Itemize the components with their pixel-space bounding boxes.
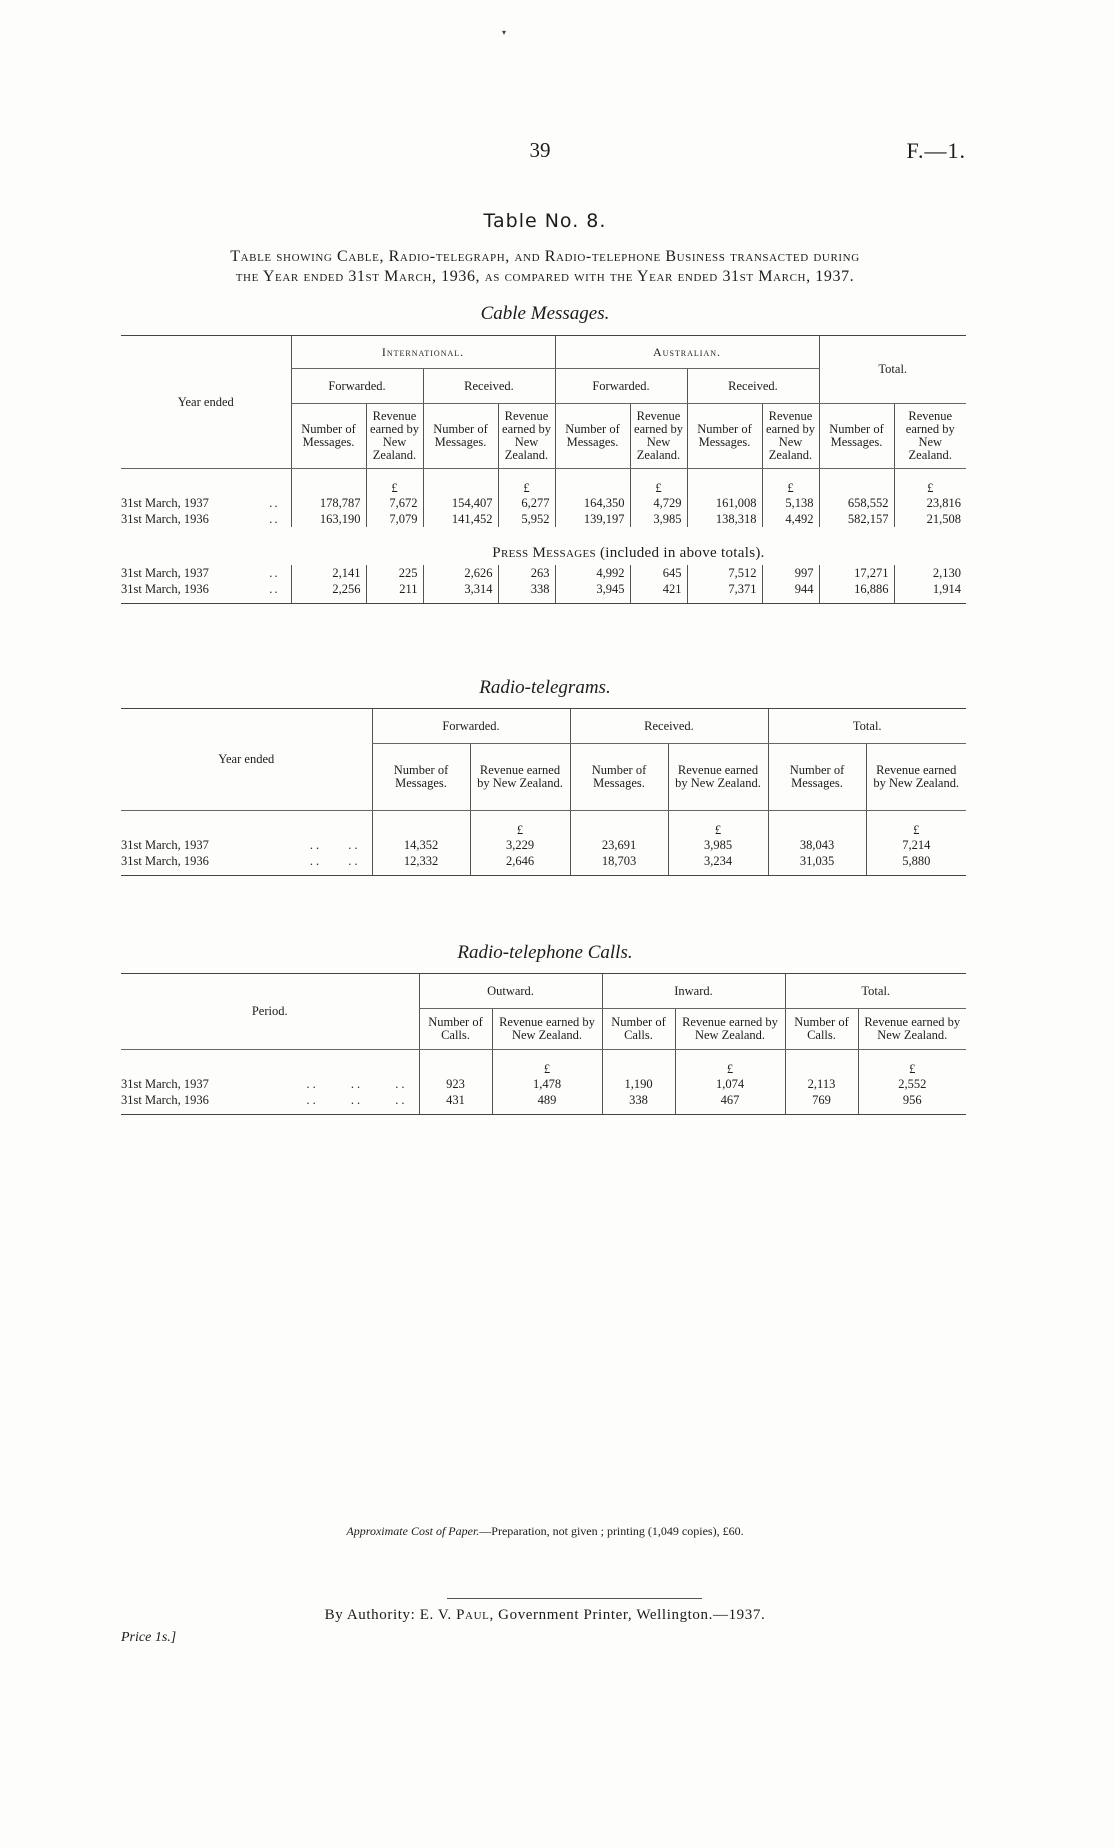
col-revenue: Revenue earned by New Zealand. — [762, 404, 819, 469]
pound-sign: £ — [492, 1050, 602, 1077]
printer-authority: By Authority: E. V. Paul, Government Printer, Wellington.—1937. — [324, 1607, 766, 1623]
cell: 211 — [366, 581, 423, 604]
table-title: Table No. 8. — [483, 210, 607, 232]
col-revenue: Revenue earned by New Zealand. — [498, 404, 555, 469]
radiotelephone-section-title: Radio-telephone Calls. — [457, 942, 633, 963]
cell: 38,043 — [768, 837, 866, 853]
radiotelephone-table — [121, 973, 966, 1115]
col-number-of-messages: Number of Messages. — [372, 744, 470, 811]
col-revenue: Revenue earned by New Zealand. — [675, 1009, 785, 1050]
cell: 2,130 — [894, 565, 966, 581]
cell: 7,512 — [687, 565, 762, 581]
table-row — [121, 495, 966, 511]
radiotelegrams-section-title: Radio-telegrams. — [479, 677, 611, 698]
cable-messages-table — [121, 335, 966, 604]
col-forwarded: Forwarded. — [372, 709, 570, 744]
col-number-of-calls: Number of Calls. — [419, 1009, 492, 1050]
cell: 431 — [419, 1092, 492, 1115]
row-label: 31st March, 1937 .. .. — [121, 838, 361, 852]
cell: 5,880 — [866, 853, 966, 876]
cell: 161,008 — [687, 495, 762, 511]
table-row — [121, 511, 966, 527]
cable-section-title: Cable Messages. — [480, 303, 610, 324]
cell: 582,157 — [819, 511, 894, 527]
col-number-of-messages: Number of Messages. — [555, 404, 630, 469]
pound-sign: £ — [762, 469, 819, 496]
table-row — [121, 1092, 966, 1115]
cell: 997 — [762, 565, 819, 581]
price: Price 1s.] — [121, 1630, 177, 1645]
row-label: 31st March, 1936 .. — [121, 581, 291, 604]
cell: 23,816 — [894, 495, 966, 511]
cell: 3,985 — [668, 837, 768, 853]
col-number-of-calls: Number of Calls. — [602, 1009, 675, 1050]
cell: 7,371 — [687, 581, 762, 604]
cell: 6,277 — [498, 495, 555, 511]
cell: 154,407 — [423, 495, 498, 511]
cell: 645 — [630, 565, 687, 581]
row-label: 31st March, 1937 .. — [121, 496, 280, 510]
col-number-of-messages: Number of Messages. — [687, 404, 762, 469]
press-messages-label: Press Messages (included in above totals). — [492, 545, 765, 561]
col-year-ended: Year ended — [121, 336, 291, 469]
col-number-of-calls: Number of Calls. — [785, 1009, 858, 1050]
col-revenue: Revenue earned by New Zealand. — [492, 1009, 602, 1050]
col-aus-forwarded: Forwarded. — [555, 369, 687, 404]
cell: 141,452 — [423, 511, 498, 527]
cell: 769 — [785, 1092, 858, 1115]
row-label: 31st March, 1937 .. .. .. — [121, 1077, 408, 1091]
pound-sign: £ — [866, 811, 966, 838]
pound-sign: £ — [470, 811, 570, 838]
col-period: Period. — [121, 974, 419, 1050]
col-revenue: Revenue earned by New Zealand. — [858, 1009, 966, 1050]
cell: 956 — [858, 1092, 966, 1115]
col-number-of-messages: Number of Messages. — [768, 744, 866, 811]
col-intl-forwarded: Forwarded. — [291, 369, 423, 404]
col-revenue: Revenue earned by New Zealand. — [894, 404, 966, 469]
pound-sign: £ — [858, 1050, 966, 1077]
col-international: International. — [291, 336, 555, 369]
footer-rule — [447, 1598, 702, 1599]
cell: 2,256 — [291, 581, 366, 604]
caption-line-1: Table showing Cable, Radio-telegraph, and Radio-telephone Business transacted during — [230, 248, 860, 265]
col-revenue: Revenue earned by New Zealand. — [866, 744, 966, 811]
cell: 467 — [675, 1092, 785, 1115]
cell: 7,214 — [866, 837, 966, 853]
cell: 14,352 — [372, 837, 470, 853]
col-year-ended: Year ended — [121, 709, 372, 811]
cell: 923 — [419, 1076, 492, 1092]
document-code: F.—1. — [906, 138, 966, 163]
pound-sign: £ — [366, 469, 423, 496]
cell: 2,626 — [423, 565, 498, 581]
row-label: 31st March, 1937 .. — [121, 566, 280, 580]
col-total: Total. — [819, 336, 966, 404]
cell: 4,729 — [630, 495, 687, 511]
cell: 16,886 — [819, 581, 894, 604]
cell: 2,113 — [785, 1076, 858, 1092]
cell: 3,314 — [423, 581, 498, 604]
cell: 138,318 — [687, 511, 762, 527]
cell: 164,350 — [555, 495, 630, 511]
cell: 7,079 — [366, 511, 423, 527]
row-label: 31st March, 1936 .. — [121, 512, 280, 526]
cell: 421 — [630, 581, 687, 604]
cell: 944 — [762, 581, 819, 604]
col-total: Total. — [768, 709, 966, 744]
cell: 139,197 — [555, 511, 630, 527]
col-outward: Outward. — [419, 974, 602, 1009]
col-intl-received: Received. — [423, 369, 555, 404]
col-received: Received. — [570, 709, 768, 744]
cell: 338 — [602, 1092, 675, 1115]
table-row — [121, 1076, 966, 1092]
cell: 1,914 — [894, 581, 966, 604]
row-label: 31st March, 1936 .. .. .. — [121, 1092, 419, 1115]
pound-sign: £ — [630, 469, 687, 496]
col-number-of-messages: Number of Messages. — [291, 404, 366, 469]
radiotelegrams-table — [121, 708, 966, 876]
cell: 4,492 — [762, 511, 819, 527]
pound-sign: £ — [894, 469, 966, 496]
pound-sign: £ — [668, 811, 768, 838]
pound-sign: £ — [498, 469, 555, 496]
cell: 2,646 — [470, 853, 570, 876]
cell: 1,478 — [492, 1076, 602, 1092]
cell: 31,035 — [768, 853, 866, 876]
col-australian: Australian. — [555, 336, 819, 369]
cell: 3,229 — [470, 837, 570, 853]
col-revenue: Revenue earned by New Zealand. — [630, 404, 687, 469]
cell: 3,945 — [555, 581, 630, 604]
cell: 225 — [366, 565, 423, 581]
page-number: 39 — [529, 138, 551, 162]
cell: 4,992 — [555, 565, 630, 581]
row-label: 31st March, 1936 .. .. — [121, 853, 372, 876]
cell: 21,508 — [894, 511, 966, 527]
col-number-of-messages: Number of Messages. — [423, 404, 498, 469]
cell: 3,985 — [630, 511, 687, 527]
cost-of-paper-note: Approximate Cost of Paper.—Preparation, not given ; printing (1,049 copies), £60. — [346, 1524, 744, 1538]
cell: 2,552 — [858, 1076, 966, 1092]
cell: 3,234 — [668, 853, 768, 876]
margin-mark: ▾ — [502, 28, 507, 37]
pound-sign: £ — [675, 1050, 785, 1077]
table-row — [121, 853, 966, 876]
table-row — [121, 837, 966, 853]
cell: 178,787 — [291, 495, 366, 511]
cell: 18,703 — [570, 853, 668, 876]
col-number-of-messages: Number of Messages. — [819, 404, 894, 469]
caption-line-2: the Year ended 31st March, 1936, as compared with the Year ended 31st March, 1937. — [235, 268, 855, 285]
cell: 5,138 — [762, 495, 819, 511]
col-number-of-messages: Number of Messages. — [570, 744, 668, 811]
col-revenue: Revenue earned by New Zealand. — [470, 744, 570, 811]
col-revenue: Revenue earned by New Zealand. — [668, 744, 768, 811]
table-row — [121, 565, 966, 581]
cell: 7,672 — [366, 495, 423, 511]
cell: 163,190 — [291, 511, 366, 527]
cell: 338 — [498, 581, 555, 604]
table-row — [121, 581, 966, 604]
cell: 263 — [498, 565, 555, 581]
col-aus-received: Received. — [687, 369, 819, 404]
col-total: Total. — [785, 974, 966, 1009]
cell: 17,271 — [819, 565, 894, 581]
cell: 5,952 — [498, 511, 555, 527]
cell: 658,552 — [819, 495, 894, 511]
table-caption — [120, 247, 970, 287]
cell: 1,190 — [602, 1076, 675, 1092]
col-inward: Inward. — [602, 974, 785, 1009]
cell: 2,141 — [291, 565, 366, 581]
cell: 1,074 — [675, 1076, 785, 1092]
cell: 23,691 — [570, 837, 668, 853]
col-revenue: Revenue earned by New Zealand. — [366, 404, 423, 469]
cell: 489 — [492, 1092, 602, 1115]
cell: 12,332 — [372, 853, 470, 876]
